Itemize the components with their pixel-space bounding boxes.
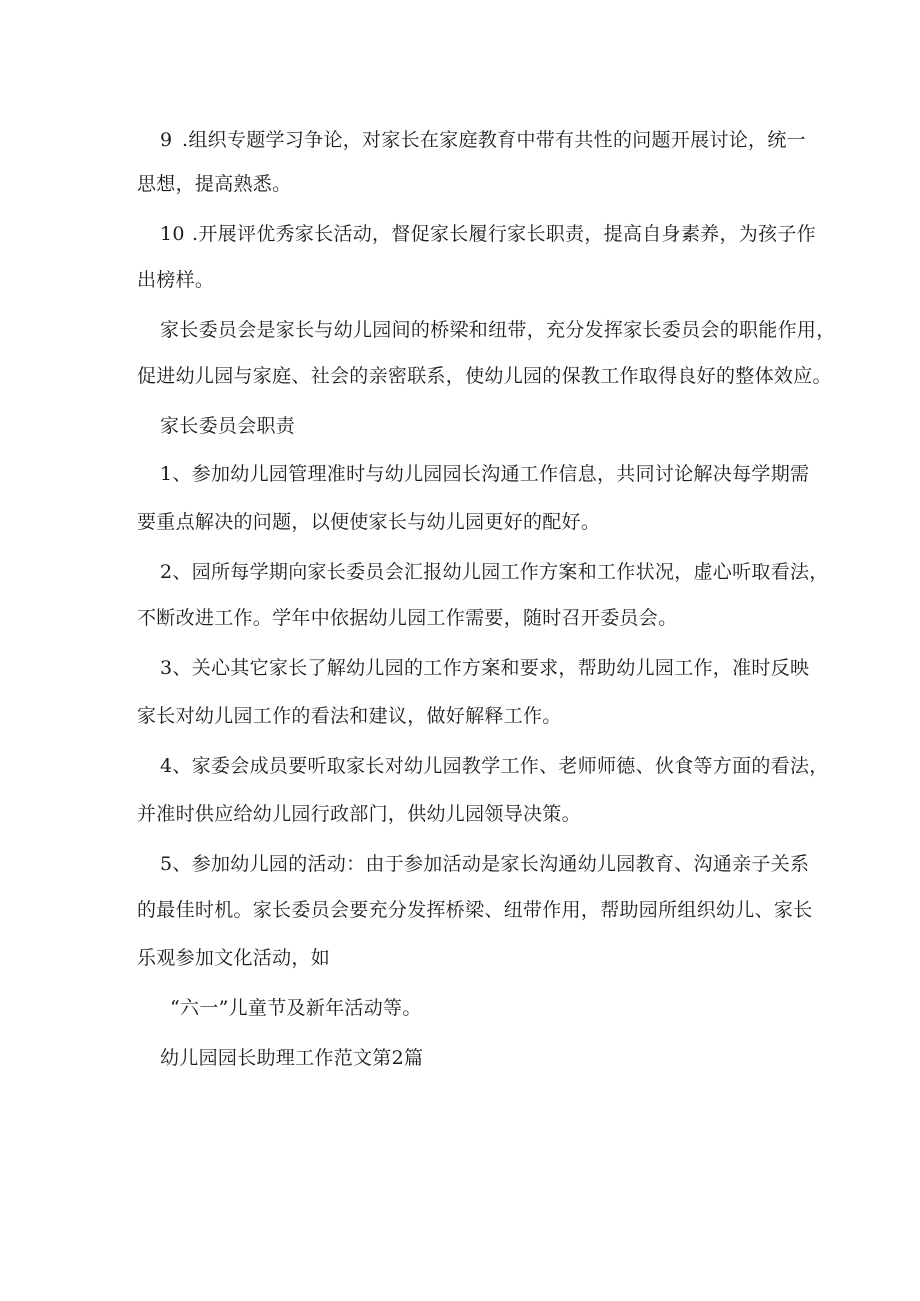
duty-3-line-2: 家长对幼儿园工作的看法和建议，做好解释工作。 (137, 705, 562, 727)
duty-1-line-1: 1、参加幼儿园管理准时与幼儿园园长沟通工作信息，共同讨论解决每学期需 (160, 463, 810, 485)
duty-4-line-1: 4、家委会成员要听取家长对幼儿园教学工作、老师师德、伙食等方面的看法， (160, 755, 829, 777)
duty-2-line-1: 2、园所每学期向家长委员会汇报幼儿园工作方案和工作状况，虚心听取看法， (160, 561, 829, 583)
item-10-number: 10 (160, 223, 185, 245)
duty-5-line-1: 5、参加幼儿园的活动：由于参加活动是家长沟通幼儿园教育、沟通亲子关系 (160, 853, 810, 875)
item-10-line-2: 出榜样。 (137, 269, 215, 291)
duty-3-line-1: 3、关心其它家长了解幼儿园的工作方案和要求，帮助幼儿园工作，准时反映 (160, 657, 810, 679)
item-9-line-1: .组织专题学习争论，对家长在家庭教育中带有共性的问题开展讨论，统一 (182, 129, 806, 151)
duty-5-line-3: 乐观参加文化活动，如 (137, 947, 331, 969)
duties-heading: 家长委员会职责 (160, 415, 296, 437)
closing-line: “六一”儿童节及新年活动等。 (170, 997, 422, 1019)
duty-4-line-2: 并准时供应给幼儿园行政部门，供幼儿园领导决策。 (137, 803, 581, 825)
intro-line-2: 促进幼儿园与家庭、社会的亲密联系，使幼儿园的保教工作取得良好的整体效应。 (137, 365, 832, 387)
item-10-line-1: .开展评优秀家长活动，督促家长履行家长职责，提高自身素养，为孩子作 (192, 223, 816, 245)
duty-2-line-2: 不断改进工作。学年中依据幼儿园工作需要，随时召开委员会。 (137, 607, 678, 629)
intro-line-1: 家长委员会是家长与幼儿园间的桥梁和纽带，充分发挥家长委员会的职能作用， (160, 319, 836, 341)
item-9-line-2: 思想，提高熟悉。 (137, 173, 292, 195)
duty-1-line-2: 要重点解决的问题，以便使家长与幼儿园更好的配好。 (137, 511, 601, 533)
item-9-number: 9 (160, 129, 173, 151)
duty-5-line-2: 的最佳时机。家长委员会要充分发挥桥梁、纽带作用，帮助园所组织幼儿、家长 (137, 899, 813, 921)
next-article-title: 幼儿园园长助理工作范文第2篇 (160, 1047, 424, 1069)
